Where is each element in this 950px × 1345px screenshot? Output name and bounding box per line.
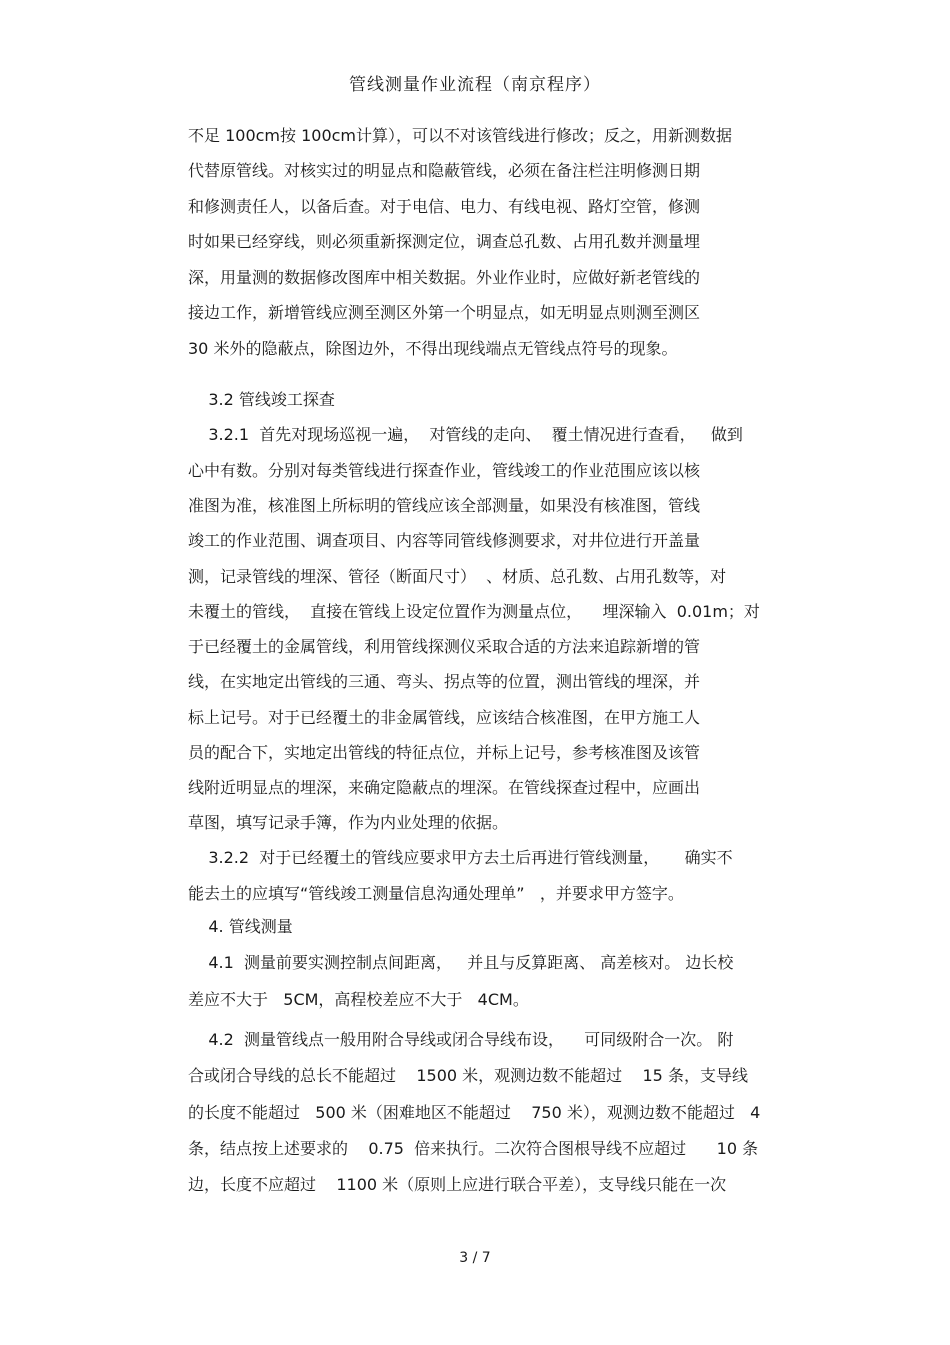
paragraph-line: 差应不大于 5CM，高程校差应不大于 4CM。 (188, 990, 529, 1009)
paragraph-line: 准图为准，核准图上所标明的管线应该全部测量，如果没有核准图，管线 (188, 496, 701, 515)
paragraph-line: 和修测责任人，以备后查。对于电信、电力、有线电视、路灯空管，修测 (188, 197, 701, 216)
paragraph-line: 3.2.2 对于已经覆土的管线应要求甲方去土后再进行管线测量， 确实不 (188, 848, 733, 867)
paragraph-line: 心中有数。分别对每类管线进行探查作业，管线竣工的作业范围应该以核 (188, 461, 701, 480)
paragraph-line: 代替原管线。对核实过的明显点和隐蔽管线，必须在备注栏注明修测日期 (188, 161, 701, 180)
paragraph-line: 接边工作，新增管线应测至测区外第一个明显点，如无明显点则测至测区 (188, 303, 701, 322)
paragraph-line: 于已经覆土的金属管线，利用管线探测仪采取合适的方法来追踪新增的管 (188, 637, 701, 656)
paragraph-line: 线附近明显点的埋深，来确定隐蔽点的埋深。在管线探查过程中，应画出 (188, 778, 701, 797)
paragraph-line: 能去土的应填写“管线竣工测量信息沟通处理单” ，并要求甲方签字。 (188, 884, 684, 903)
paragraph-line: 条，结点按上述要求的 0.75 倍来执行。二次符合图根导线不应超过 10 条 (188, 1139, 759, 1158)
paragraph-line: 的长度不能超过 500 米（困难地区不能超过 750 米），观测边数不能超过 4 (188, 1103, 761, 1122)
paragraph-line: 合或闭合导线的总长不能超过 1500 米，观测边数不能超过 15 条，支导线 (188, 1066, 748, 1085)
page-number: 3 / 7 (459, 1250, 491, 1266)
paragraph-line: 深，用量测的数据修改图库中相关数据。外业作业时，应做好新老管线的 (188, 268, 701, 287)
section-heading: 3.2 管线竣工探查 (188, 390, 335, 409)
page-title: 管线测量作业流程（南京程序） (349, 75, 601, 95)
paragraph-line: 草图，填写记录手簿，作为内业处理的依据。 (188, 813, 509, 832)
paragraph-line: 员的配合下，实地定出管线的特征点位，并标上记号，参考核准图及该管 (188, 743, 701, 762)
paragraph-line: 未覆土的管线， 直接在管线上设定位置作为测量点位， 埋深输入 0.01m；对 (188, 602, 760, 621)
paragraph-line: 4.1 测量前要实测控制点间距离， 并且与反算距离、 高差核对。 边长校 (188, 953, 734, 972)
paragraph-line: 测，记录管线的埋深、管径（断面尺寸） 、材质、总孔数、占用孔数等，对 (188, 567, 727, 586)
section-heading: 4. 管线测量 (188, 917, 293, 936)
paragraph-line: 边，长度不应超过 1100 米（原则上应进行联合平差），支导线只能在一次 (188, 1175, 727, 1194)
paragraph-line: 时如果已经穿线，则必须重新探测定位，调查总孔数、占用孔数并测量埋 (188, 232, 701, 251)
paragraph-line: 标上记号。对于已经覆土的非金属管线，应该结合核准图，在甲方施工人 (188, 708, 701, 727)
paragraph-line: 竣工的作业范围、调查项目、内容等同管线修测要求，对井位进行开盖量 (188, 531, 701, 550)
paragraph-line: 30 米外的隐蔽点，除图边外，不得出现线端点无管线点符号的现象。 (188, 339, 678, 358)
paragraph-line: 不足 100cm按 100cm计算），可以不对该管线进行修改；反之，用新测数据 (188, 126, 733, 145)
paragraph-line: 线，在实地定出管线的三通、弯头、拐点等的位置，测出管线的埋深，并 (188, 672, 701, 691)
paragraph-line: 4.2 测量管线点一般用附合导线或闭合导线布设， 可同级附合一次。 附 (188, 1030, 734, 1049)
paragraph-line: 3.2.1 首先对现场巡视一遍， 对管线的走向、 覆土情况进行查看， 做到 (188, 425, 743, 444)
